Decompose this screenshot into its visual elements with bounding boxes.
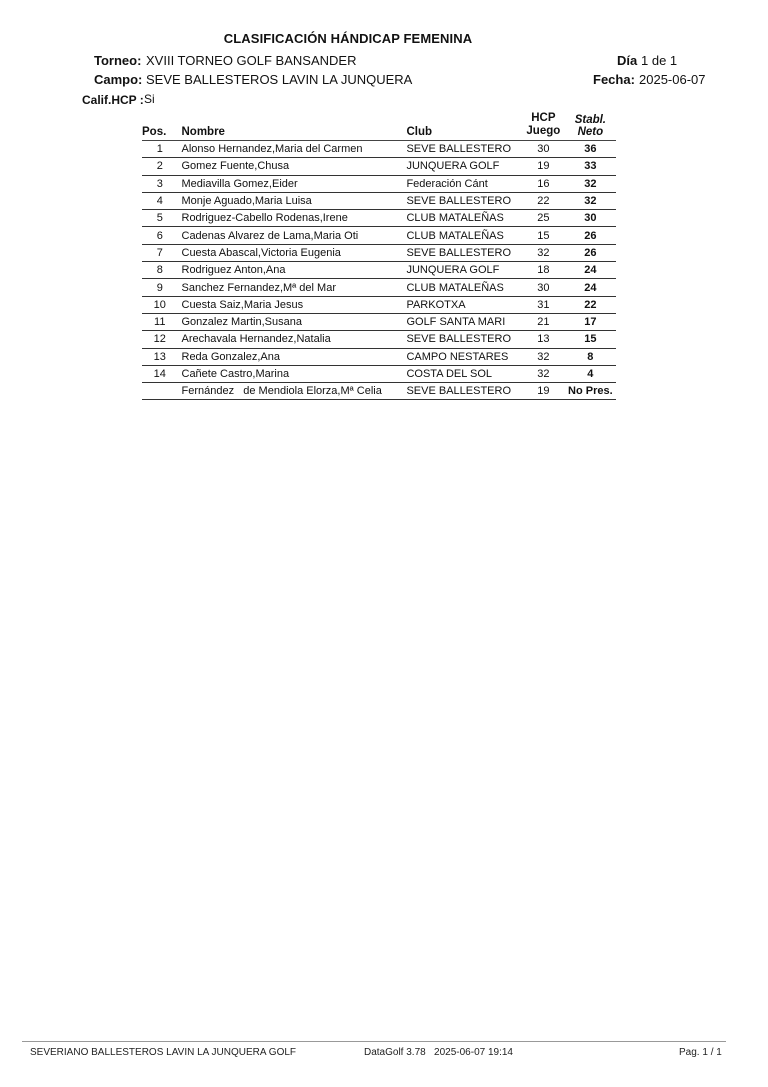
torneo-value: XVIII TORNEO GOLF BANSANDER <box>146 53 357 68</box>
table-row <box>142 262 616 279</box>
calif-hcp-value: Si <box>144 92 155 106</box>
cell-nombre: Gonzalez Martin,Susana <box>178 313 403 330</box>
table-row <box>142 227 616 244</box>
classification-table <box>142 112 616 400</box>
cell-club: SEVE BALLESTERO <box>402 141 522 158</box>
cell-nombre: Reda Gonzalez,Ana <box>178 348 403 365</box>
cell-pos: 8 <box>142 262 178 279</box>
header-club: Club <box>402 112 522 141</box>
cell-nombre: Gomez Fuente,Chusa <box>178 158 403 175</box>
cell-neto: 17 <box>565 313 616 330</box>
cell-neto: 24 <box>565 262 616 279</box>
calif-hcp-label: Calif.HCP : <box>82 93 144 107</box>
cell-pos: 14 <box>142 365 178 382</box>
footer-page: Pag. 1 / 1 <box>679 1047 722 1058</box>
header-hcp <box>522 112 565 141</box>
cell-nombre: Cadenas Alvarez de Lama,Maria Oti <box>178 227 403 244</box>
torneo-label: Torneo: <box>94 53 142 68</box>
cell-club: PARKOTXA <box>402 296 522 313</box>
cell-club: Federación Cánt <box>402 175 522 192</box>
cell-pos: 9 <box>142 279 178 296</box>
cell-hcp: 31 <box>522 296 565 313</box>
cell-club: SEVE BALLESTERO <box>402 244 522 261</box>
cell-neto: 26 <box>565 227 616 244</box>
cell-hcp: 32 <box>522 348 565 365</box>
table-row <box>142 313 616 330</box>
header-neto <box>565 112 616 141</box>
cell-pos: 7 <box>142 244 178 261</box>
table-row <box>142 210 616 227</box>
cell-hcp: 13 <box>522 331 565 348</box>
header-hcp-line1: HCP <box>531 112 556 124</box>
cell-hcp: 25 <box>522 210 565 227</box>
cell-pos: 1 <box>142 141 178 158</box>
header-pos: Pos. <box>142 112 178 141</box>
table-row <box>142 348 616 365</box>
cell-hcp: 32 <box>522 244 565 261</box>
table-row <box>142 192 616 209</box>
cell-club: SEVE BALLESTERO <box>402 383 522 400</box>
table-row <box>142 296 616 313</box>
table-row <box>142 141 616 158</box>
fecha-label: Fecha: <box>593 72 635 87</box>
footer-divider <box>22 1041 726 1042</box>
cell-club: GOLF SANTA MARI <box>402 313 522 330</box>
header-hcp-line2: Juego <box>526 125 561 137</box>
fecha-value: 2025-06-07 <box>639 72 706 87</box>
cell-club: SEVE BALLESTERO <box>402 331 522 348</box>
cell-pos: 12 <box>142 331 178 348</box>
header-neto-line2: Neto <box>577 126 604 138</box>
cell-hcp: 30 <box>522 141 565 158</box>
cell-neto: 22 <box>565 296 616 313</box>
dia-label: Día <box>617 53 638 68</box>
cell-nombre: Cuesta Saiz,Maria Jesus <box>178 296 403 313</box>
cell-hcp: 21 <box>522 313 565 330</box>
cell-pos: 3 <box>142 175 178 192</box>
cell-nombre: Sanchez Fernandez,Mª del Mar <box>178 279 403 296</box>
cell-nombre: Cuesta Abascal,Victoria Eugenia <box>178 244 403 261</box>
cell-hcp: 18 <box>522 262 565 279</box>
cell-club: JUNQUERA GOLF <box>402 158 522 175</box>
cell-neto: 8 <box>565 348 616 365</box>
campo-value: SEVE BALLESTEROS LAVIN LA JUNQUERA <box>146 72 413 87</box>
cell-nombre: Rodriguez-Cabello Rodenas,Irene <box>178 210 403 227</box>
cell-neto: 32 <box>565 192 616 209</box>
table-row <box>142 244 616 261</box>
cell-neto: 15 <box>565 331 616 348</box>
cell-hcp: 30 <box>522 279 565 296</box>
cell-hcp: 16 <box>522 175 565 192</box>
cell-hcp: 19 <box>522 158 565 175</box>
table-row <box>142 365 616 382</box>
cell-nombre: Rodriguez Anton,Ana <box>178 262 403 279</box>
cell-pos: 6 <box>142 227 178 244</box>
cell-nombre: Fernández de Mendiola Elorza,Mª Celia <box>178 383 403 400</box>
cell-neto: No Pres. <box>565 383 616 400</box>
cell-club: CLUB MATALEÑAS <box>402 210 522 227</box>
cell-club: JUNQUERA GOLF <box>402 262 522 279</box>
cell-pos: 2 <box>142 158 178 175</box>
cell-neto: 4 <box>565 365 616 382</box>
cell-neto: 32 <box>565 175 616 192</box>
table-row <box>142 279 616 296</box>
footer-software: DataGolf 3.78 2025-06-07 19:14 <box>364 1047 513 1058</box>
table-row <box>142 383 616 400</box>
table-row <box>142 331 616 348</box>
cell-club: CAMPO NESTARES <box>402 348 522 365</box>
cell-hcp: 19 <box>522 383 565 400</box>
cell-neto: 33 <box>565 158 616 175</box>
cell-nombre: Arechavala Hernandez,Natalia <box>178 331 403 348</box>
cell-nombre: Monje Aguado,Maria Luisa <box>178 192 403 209</box>
table-row <box>142 158 616 175</box>
cell-nombre: Mediavilla Gomez,Eider <box>178 175 403 192</box>
cell-nombre: Alonso Hernandez,Maria del Carmen <box>178 141 403 158</box>
cell-club: SEVE BALLESTERO <box>402 192 522 209</box>
cell-hcp: 15 <box>522 227 565 244</box>
page-title: CLASIFICACIÓN HÁNDICAP FEMENINA <box>223 31 473 46</box>
header-neto-line1: Stabl. <box>574 114 606 126</box>
table-header-row <box>142 112 616 141</box>
table-row <box>142 175 616 192</box>
cell-hcp: 32 <box>522 365 565 382</box>
cell-pos: 5 <box>142 210 178 227</box>
cell-pos <box>142 383 178 400</box>
cell-pos: 10 <box>142 296 178 313</box>
cell-club: CLUB MATALEÑAS <box>402 279 522 296</box>
dia-value: 1 de 1 <box>641 53 678 68</box>
cell-neto: 26 <box>565 244 616 261</box>
header-nombre: Nombre <box>178 112 403 141</box>
cell-hcp: 22 <box>522 192 565 209</box>
cell-neto: 36 <box>565 141 616 158</box>
footer-club: SEVERIANO BALLESTEROS LAVIN LA JUNQUERA GOLF <box>30 1047 297 1058</box>
cell-club: COSTA DEL SOL <box>402 365 522 382</box>
cell-neto: 30 <box>565 210 616 227</box>
cell-nombre: Cañete Castro,Marina <box>178 365 403 382</box>
campo-label: Campo: <box>94 72 143 87</box>
cell-pos: 11 <box>142 313 178 330</box>
cell-pos: 13 <box>142 348 178 365</box>
cell-club: CLUB MATALEÑAS <box>402 227 522 244</box>
cell-pos: 4 <box>142 192 178 209</box>
cell-neto: 24 <box>565 279 616 296</box>
